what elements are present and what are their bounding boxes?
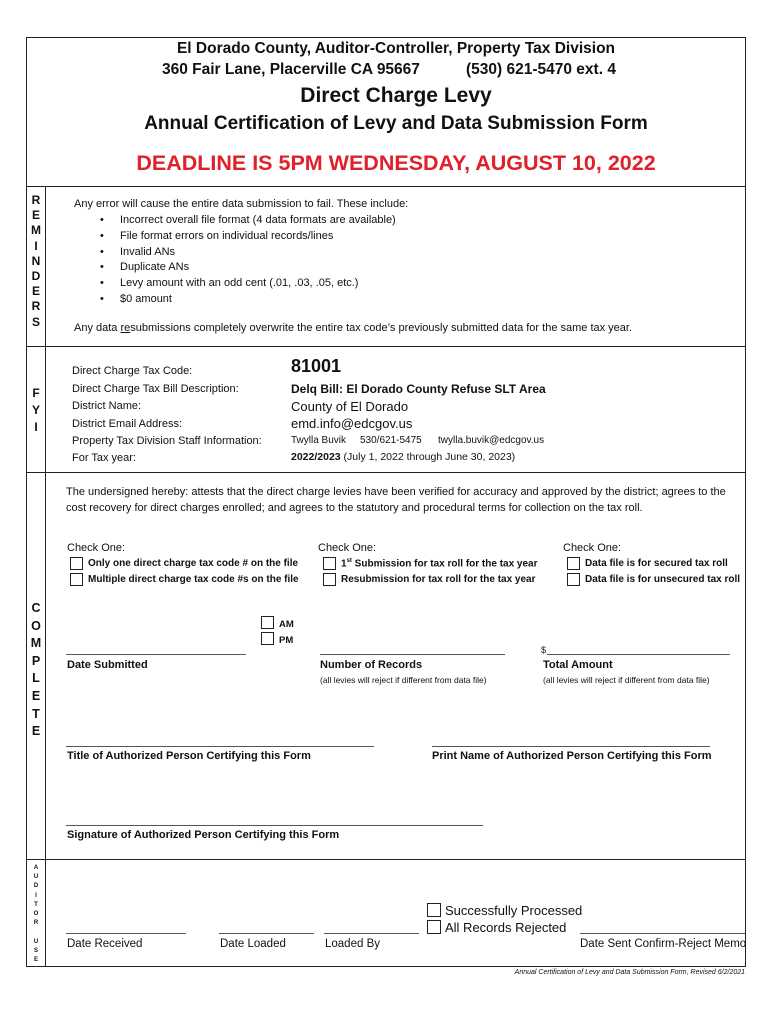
complete-side-label: C O M P L E T E [30, 601, 42, 739]
check-one-label: Check One: [67, 542, 126, 554]
deadline-banner: DEADLINE IS 5PM WEDNESDAY, AUGUST 10, 2022 [136, 151, 656, 175]
tax-year-value: 2022/2023 (July 1, 2022 through June 30, 2023) [291, 451, 516, 463]
date-submitted-label: Date Submitted [67, 659, 148, 671]
loaded-by-field[interactable] [324, 933, 419, 934]
divider [26, 346, 746, 347]
attestation-text: The undersigned hereby: attests that the direct charge levies have been verified for accuracy and approved by the district; agrees to the cost recovery for direct charges enrolled; and agrees to the statutory and procedural terms for collection on the tax roll. [66, 486, 726, 514]
list-item: • Incorrect overall file format (4 data formats are available) [74, 213, 396, 229]
resubmission-checkbox[interactable] [323, 573, 336, 586]
bill-desc-label: Direct Charge Tax Bill Description: [72, 383, 239, 395]
list-item: • File format errors on individual records/lines [74, 229, 396, 245]
bill-desc-value: Delq Bill: El Dorado County Refuse SLT Area [291, 382, 546, 396]
title-label: Title of Authorized Person Certifying this Form [67, 750, 311, 762]
am-checkbox[interactable] [261, 616, 274, 629]
pm-label: PM [279, 635, 294, 646]
print-name-label: Print Name of Authorized Person Certifying this Form [432, 750, 712, 762]
dollar-sign: $ [541, 645, 547, 655]
loaded-by-label: Loaded By [325, 938, 380, 950]
list-item: • Levy amount with an odd cent (.01, .03, .05, etc.) [74, 276, 396, 292]
auditor-use-side-label: A U D I T O R U S E [33, 865, 39, 964]
divider [26, 859, 746, 860]
successfully-processed-label: Successfully Processed [445, 903, 583, 918]
single-tax-code-checkbox[interactable] [70, 557, 83, 570]
list-item: • Invalid ANs [74, 245, 396, 261]
total-amount-field[interactable] [547, 654, 730, 655]
secured-roll-label: Data file is for secured tax roll [585, 558, 728, 569]
date-sent-label: Date Sent Confirm-Reject Memo [580, 938, 747, 950]
reminders-side-label: R E M I N D E R S [31, 193, 41, 329]
date-sent-field[interactable] [580, 933, 745, 934]
multiple-tax-code-checkbox[interactable] [70, 573, 83, 586]
unsecured-roll-label: Data file is for unsecured tax roll [585, 574, 741, 585]
date-loaded-label: Date Loaded [220, 938, 286, 950]
date-received-field[interactable] [66, 933, 186, 934]
records-note: (all levies will reject if different from data file) [320, 675, 487, 685]
resubmission-note: Any data resubmissions completely overwrite the entire tax code’s previously submitted data for the same tax year. [74, 322, 633, 334]
email-label: District Email Address: [72, 418, 183, 430]
signature-field[interactable] [66, 825, 483, 826]
footer-revision: Annual Certification of Levy and Data Submission Form, Revised 6/2/2021 [514, 969, 745, 976]
reminders-intro: Any error will cause the entire data submission to fail. These include: [74, 198, 409, 210]
secured-roll-checkbox[interactable] [567, 557, 580, 570]
reminders-list [74, 213, 396, 308]
print-name-field[interactable] [432, 746, 710, 747]
title-field[interactable] [66, 746, 374, 747]
staff-label: Property Tax Division Staff Information: [72, 435, 262, 447]
multiple-tax-code-label: Multiple direct charge tax code #s on the file [88, 574, 299, 585]
tax-code-label: Direct Charge Tax Code: [72, 365, 193, 377]
total-amount-label: Total Amount [543, 659, 613, 671]
divider [26, 472, 746, 473]
all-records-rejected-checkbox[interactable] [427, 920, 441, 934]
number-of-records-field[interactable] [320, 654, 505, 655]
district-name-value: County of El Dorado [291, 399, 409, 414]
pm-checkbox[interactable] [261, 632, 274, 645]
check-one-label: Check One: [318, 542, 377, 554]
number-of-records-label: Number of Records [320, 659, 423, 671]
fyi-side-label: F Y I [31, 386, 40, 434]
page-title: Direct Charge Levy [300, 84, 492, 107]
date-received-label: Date Received [67, 938, 143, 950]
date-loaded-field[interactable] [219, 933, 314, 934]
list-item: • $0 amount [74, 292, 396, 308]
county-phone: (530) 621-5470 ext. 4 [466, 61, 616, 78]
first-submission-checkbox[interactable] [323, 557, 336, 570]
county-header: El Dorado County, Auditor-Controller, Property Tax Division [176, 40, 616, 57]
all-records-rejected-label: All Records Rejected [445, 920, 567, 935]
amount-note: (all levies will reject if different from data file) [543, 675, 710, 685]
unsecured-roll-checkbox[interactable] [567, 573, 580, 586]
divider [26, 186, 746, 187]
resubmission-label: Resubmission for tax roll for the tax year [341, 574, 536, 585]
single-tax-code-label: Only one direct charge tax code # on the file [88, 558, 299, 569]
staff-email-value: twylla.buvik@edcgov.us [438, 435, 545, 446]
staff-phone-value: 530/621-5475 [360, 435, 422, 446]
first-submission-label: 1st Submission for tax roll for the tax year [341, 558, 538, 570]
district-name-label: District Name: [72, 400, 142, 412]
list-item: • Duplicate ANs [74, 260, 396, 276]
staff-name-value: Twylla Buvik [291, 435, 347, 446]
am-label: AM [279, 619, 294, 630]
check-one-label: Check One: [563, 542, 622, 554]
signature-label: Signature of Authorized Person Certifying this Form [67, 829, 340, 841]
county-address: 360 Fair Lane, Placerville CA 95667 [162, 61, 420, 78]
tax-year-label: For Tax year: [72, 452, 136, 464]
tax-code-value: 81001 [291, 356, 342, 376]
successfully-processed-checkbox[interactable] [427, 903, 441, 917]
district-email-value: emd.info@edcgov.us [291, 416, 413, 431]
page-subtitle: Annual Certification of Levy and Data Submission Form [144, 113, 648, 134]
date-submitted-field[interactable] [66, 654, 246, 655]
